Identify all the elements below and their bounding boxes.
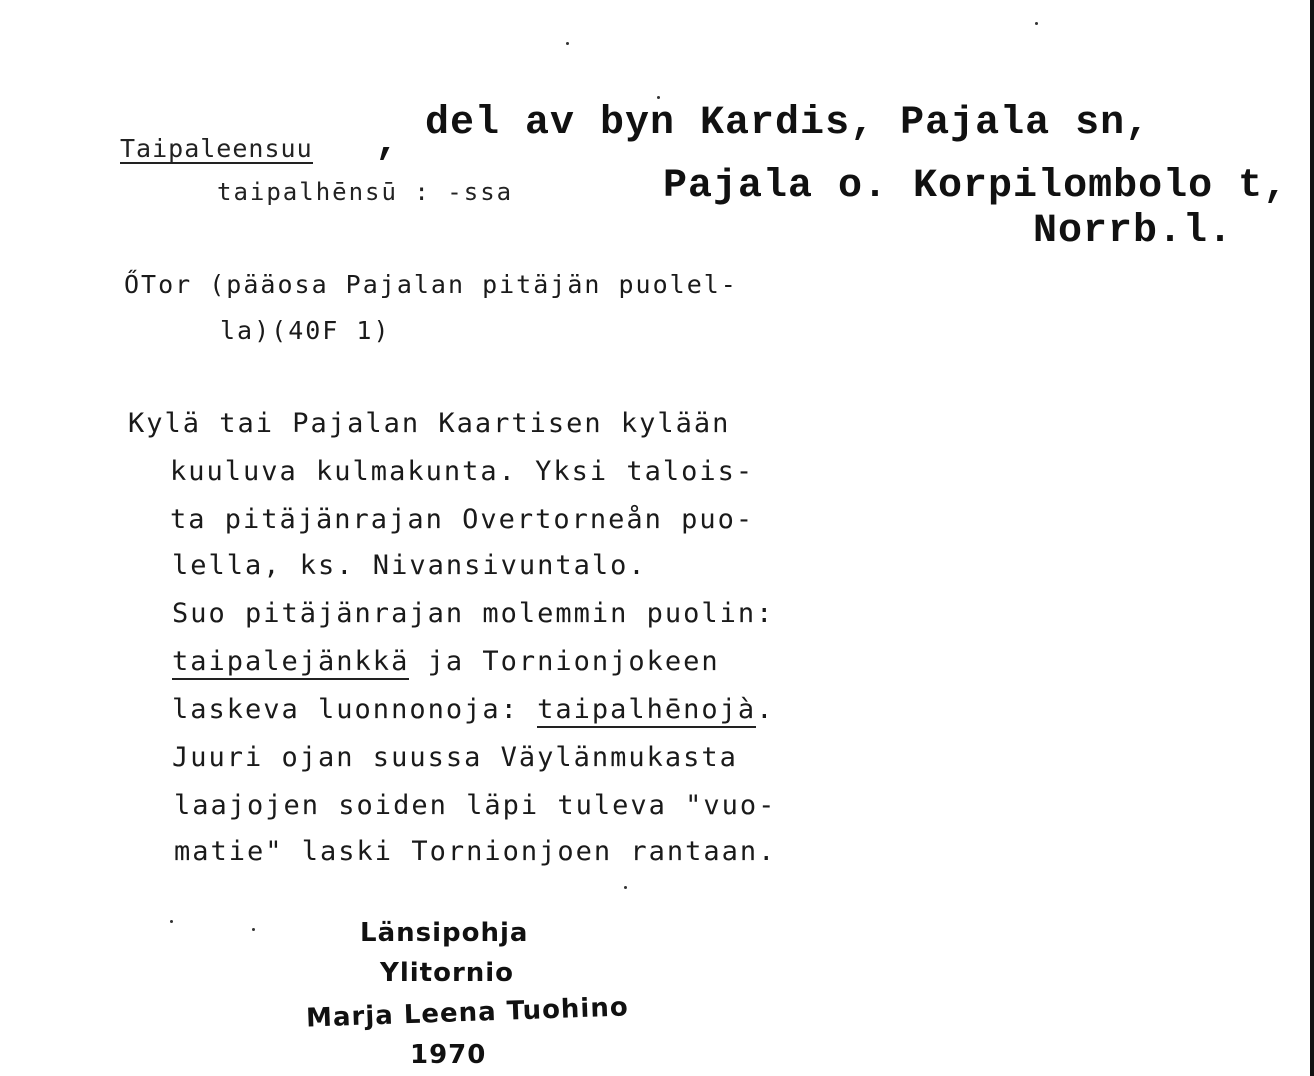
scan-speck <box>252 928 255 931</box>
classification-line-2: la)(40F 1) <box>220 316 391 345</box>
body-line-6 <box>172 648 720 675</box>
location-line-3: Norrb.l. <box>1033 209 1234 254</box>
scan-speck <box>566 42 569 45</box>
body-line-8: Juuri ojan suussa Väylänmukasta <box>172 742 738 773</box>
body-line-6-rest: ja Tornionjokeen <box>409 646 720 677</box>
body-line-7-pre: laskeva luonnonoja: <box>172 694 538 725</box>
pronunciation: taipalhēnsū : -ssa <box>217 178 514 206</box>
card-edge <box>1310 0 1314 1076</box>
header-comma: , <box>375 121 401 166</box>
body-line-10: matie" laski Tornionjoen rantaan. <box>174 836 777 867</box>
stamp-parish: Ylitornio <box>380 958 515 988</box>
body-line-4: lella, ks. Nivansivuntalo. <box>172 550 647 581</box>
scan-speck <box>1035 22 1038 25</box>
scan-speck <box>624 886 627 889</box>
stamp-collector: Marja Leena Tuohino <box>305 992 630 1034</box>
body-line-9: laajojen soiden läpi tuleva "vuo- <box>174 790 777 821</box>
location-line-2: Pajala o. Korpilombolo t, <box>663 164 1289 209</box>
place-name: Taipaleensuu <box>120 134 313 163</box>
scan-speck <box>170 920 173 923</box>
body-line-5: Suo pitäjänrajan molemmin puolin: <box>172 598 775 629</box>
location-line-1: del av byn Kardis, Pajala sn, <box>425 101 1151 146</box>
body-line-1: Kylä tai Pajalan Kaartisen kylään <box>128 408 731 439</box>
stamp-year: 1970 <box>410 1040 487 1070</box>
body-line-3: ta pitäjänrajan Overtorneån puo- <box>170 504 755 535</box>
body-line-7-end: . <box>756 694 775 725</box>
term-taipalhenoja: taipalhēnojà <box>537 694 756 728</box>
term-taipalejankka: taipalejänkkä <box>172 646 409 680</box>
stamp-region: Länsipohja <box>360 918 529 948</box>
classification-line-1: ŐTor (pääosa Pajalan pitäjän puolel- <box>124 270 738 299</box>
body-line-2: kuuluva kulmakunta. Yksi talois- <box>170 456 755 487</box>
scan-speck <box>657 96 660 99</box>
body-line-7 <box>172 696 774 723</box>
